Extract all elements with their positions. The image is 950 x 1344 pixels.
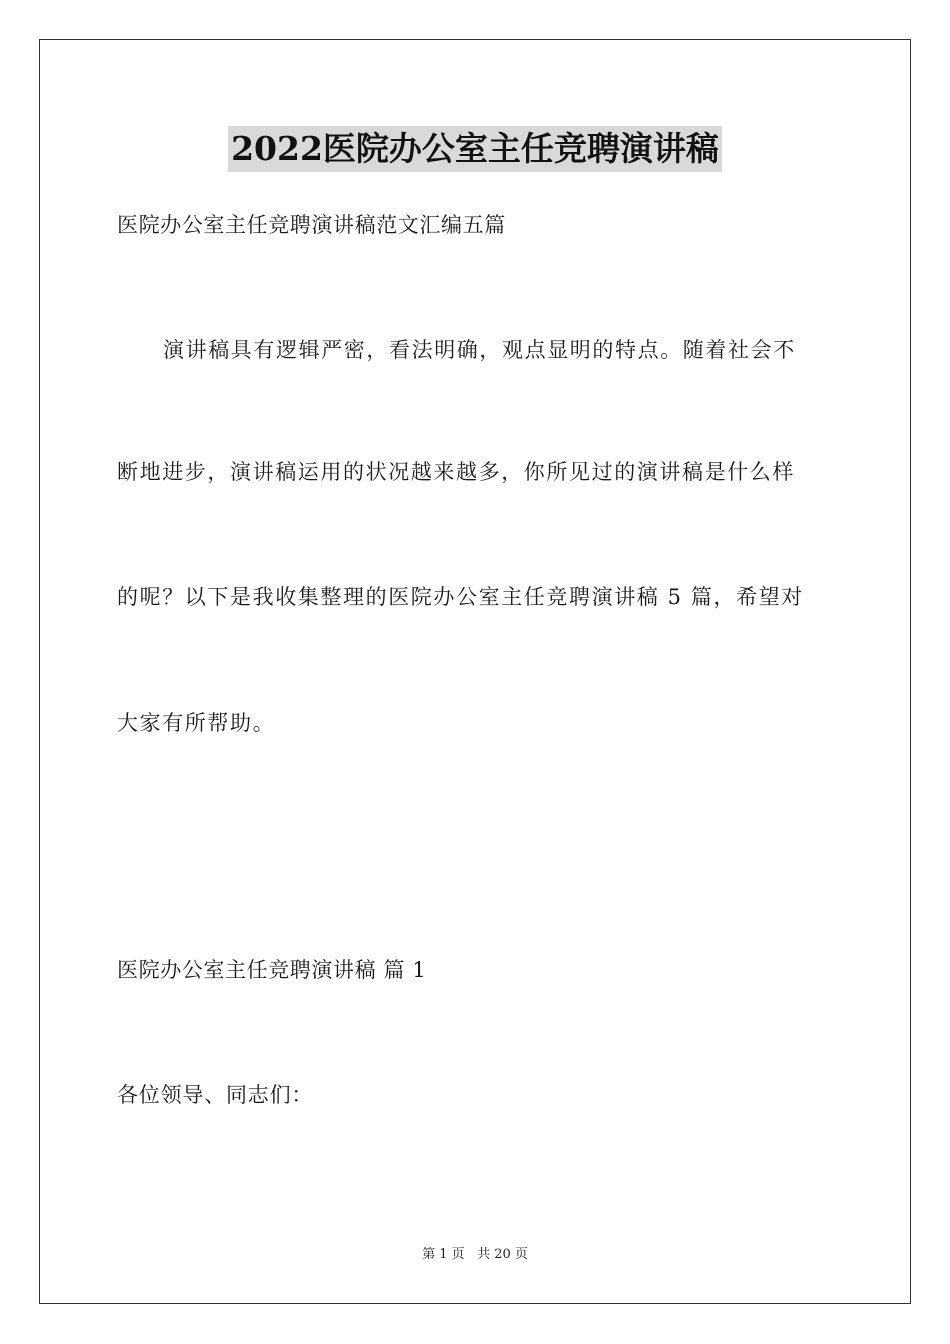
title-container — [0, 126, 950, 172]
greeting-line: 各位领导、同志们： — [117, 1083, 314, 1107]
section-heading: 医院办公室主任竞聘演讲稿 篇 1 — [117, 958, 427, 982]
page-footer — [0, 1246, 950, 1264]
intro-line-3: 的呢？以下是我收集整理的医院办公室主任竞聘演讲稿 5 篇，希望对 — [117, 585, 804, 609]
intro-line-1-text: 演讲稿具有逻辑严密，看法明确，观点显明的特点。随着社会不 — [163, 338, 796, 362]
intro-line-1 — [117, 335, 837, 365]
page-total: 共 20 页 — [477, 1247, 528, 1262]
intro-line-4: 大家有所帮助。 — [117, 711, 276, 735]
intro-line-2: 断地进步，演讲稿运用的状况越来越多，你所见过的演讲稿是什么样 — [117, 460, 795, 484]
document-subtitle: 医院办公室主任竞聘演讲稿范文汇编五篇 — [117, 213, 506, 237]
document-title: 2022医院办公室主任竞聘演讲稿 — [228, 126, 722, 172]
page-number: 第 1 页 — [422, 1247, 465, 1262]
footer-spacer — [465, 1247, 477, 1262]
